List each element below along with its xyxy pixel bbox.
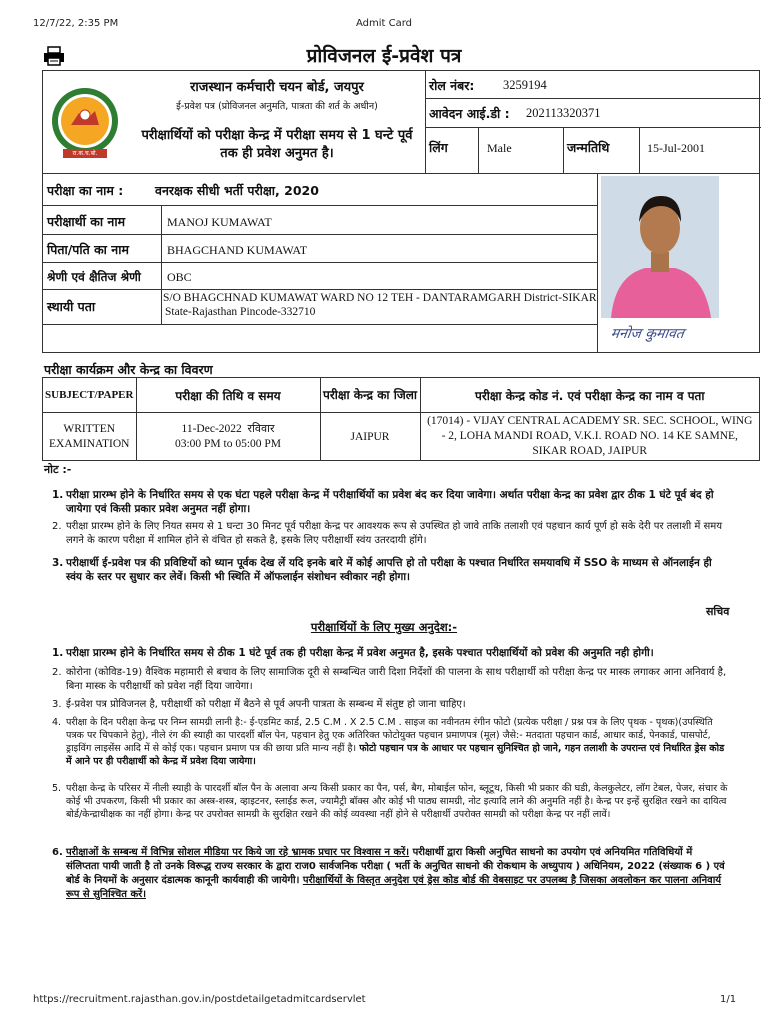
entry-notice: परीक्षार्थियों को परीक्षा केन्द्र में परीक्षा समय से 1 घन्टे पूर्व तक ही प्रवेश अनुमत है।	[141, 128, 413, 161]
board-name: राजस्थान कर्मचारी चयन बोर्ड, जयपुर	[190, 80, 364, 95]
instruction-item: 6. परीक्षाओं के सम्बन्ध में विभिन्न सोशल मीडिया पर किये जा रहे भ्रामक प्रचार पर विश्वास न करें। परीक्षार्थी द्वारा किसी अनुचित साधनो का उपयोग एवं अनियमित गतिविधियों में संलिप्तता पायी जाती है तो उनके विरूद्ध राज्य सरकार के द्वारा राज0 सार्वजनिक परीक्षा ( भर्ती के अनुचित साधनो की रोकथाम के अध्युपाय ) अधिनियम, 2022 (संख्याक 6 ) एवं बोर्ड के नियमों के अनुसार दंडात्मक कानूनी कार्यवाही की जायेगी। परीक्षार्थियों के विस्तृत अनुदेश एवं ड्रेस कोड बोर्ड की वेबसाइट पर उपलब्ध है जिसका अवलोकन कर पालना अनिवार्य रूप से सुनिश्चित करें।	[52, 847, 725, 900]
roll-number: 3259194	[503, 78, 547, 92]
col-center: परीक्षा केन्द्र कोड नं. एवं परीक्षा केन्द्र का नाम व पता	[420, 378, 760, 413]
gender-label: लिंग	[429, 140, 448, 155]
print-page-title: Admit Card	[355, 18, 413, 29]
dob-label: जन्मतिथि	[567, 140, 610, 155]
print-url: https://recruitment.rajasthan.gov.in/postdetailgetadmitcardservlet	[33, 994, 366, 1005]
instructions-heading: परीक्षार्थियों के लिए मुख्य अनुदेश:-	[310, 620, 458, 634]
exam-date: 11-Dec-2022	[181, 423, 242, 435]
application-id: 202113320371	[526, 106, 601, 120]
instruction-item: 4. परीक्षा के दिन परीक्षा केन्द्र पर निम्न सामग्री लानी है:- ई-एडमिट कार्ड, 2.5 C.M . X 2.5 C.M . साइज का नवीनतम रंगीन फोटो (प्रत्येक परीक्षा / प्रश्न पत्र के लिए पृथक - पृथक)(उपस्थिति पत्रक पर चिपकाने हेतु), नीले रंग की स्याही का पारदर्शी बॉल पेन, पहचान हेतु एक अतिरिक्त फोटोयुक्त पहचान प्रमाणपत्र (मूल) जैसे:- मतदाता पहचान कार्ड, आधार कार्ड, पेनकार्ड, पासपोर्ट, ड्राइविंग लाइसेंस आदि में से कोई एक। पहचान प्रमाण पत्र की छाया प्रति मान्य नहीं है। फोटो पहचान पत्र के आधार पर पहचान सुनिश्चित हो जाने, गहन तलाशी के उपरान्त एवं निर्धारित ड्रेस कोड में आने पर ही परीक्षार्थी को केन्द्र में प्रवेश दिया जायेगा।	[52, 717, 725, 767]
schedule-table	[42, 377, 760, 461]
category-label: श्रेणी एवं क्षैतिज श्रेणी	[47, 270, 141, 284]
cell-date	[136, 413, 320, 461]
cell-subject: WRITTEN EXAMINATION	[43, 413, 137, 461]
header-block	[42, 70, 760, 174]
exam-time: 03:00 PM to 05:00 PM	[174, 438, 282, 450]
dob-value: 15-Jul-2001	[647, 141, 705, 155]
application-id-label: आवेदन आई.डी :	[429, 106, 510, 121]
print-page-count: 1/1	[720, 994, 737, 1005]
instruction-item: 1. परीक्षा प्रारम्भ होने के निर्धारित समय से ठीक 1 घंटे पूर्व तक ही परीक्षा केन्द्र में प्रवेश अनुमत है, इसके पश्चात परीक्षार्थियों को प्रवेश की अनुमति नही होगी।	[52, 647, 654, 659]
cell-center: (17014) - VIJAY CENTRAL ACADEMY SR. SEC. SCHOOL, WING - 2, LOHA MANDI ROAD, V.K.I. ROAD NO. 14 KE SAMNE, SIKAR ROAD, JAIPUR	[420, 413, 760, 461]
candidate-name: MANOJ KUMAWAT	[167, 215, 272, 229]
instruction-item: 3. ई-प्रवेश पत्र प्रोविजनल है, परीक्षार्थी को परीक्षा में बैठने से पूर्व अपनी पात्रता के सम्बन्ध में संतुष्ट हो जाना चाहिए।	[52, 699, 466, 710]
father-name-label: पिता/पति का नाम	[47, 242, 129, 257]
candidate-signature: मनोज कुमावत	[609, 326, 685, 342]
note-item: 3. परीक्षार्थी ई-प्रवेश पत्र की प्रविष्टियों को ध्यान पूर्वक देख लें यदि इनके बारे में कोई आपत्ति हो तो परीक्षा के पश्चात निर्धारित समयावधि में SSO के माध्यम से ऑनलाईन ही स्वंय के स्तर पर सुधार कर लेवें। किसी भी स्थिति में ऑफलाईन संशोधन स्वीकार नही होगा।	[52, 557, 712, 583]
photo-id-instruction: फोटो पहचान पत्र के आधार पर पहचान सुनिश्चित हो जाने, गहन तलाशी के उपरान्त एवं निर्धारित ड्रेस कोड में आने पर ही परीक्षार्थी को केन्द्र में प्रवेश दिया जायेगा।	[66, 743, 725, 767]
candidate-details	[42, 174, 760, 353]
candidate-photo	[601, 176, 719, 318]
print-datetime: 12/7/22, 2:35 PM	[33, 18, 119, 29]
exam-name: वनरक्षक सीधी भर्ती परीक्षा, 2020	[155, 183, 319, 198]
roll-label: रोल नंबर:	[429, 78, 475, 93]
cell-district: JAIPUR	[320, 413, 420, 461]
col-date: परीक्षा की तिथि व समय	[136, 378, 320, 413]
board-subtitle: ई-प्रवेश पत्र (प्रोविजनल अनुमति, पात्रता की शर्त के अधीन)	[176, 101, 378, 112]
note-item: 1. परीक्षा प्रारम्भ होने के निर्धारित समय से एक घंटा पहले परीक्षा केन्द्र में परीक्षार्थियों का प्रवेश बंद कर दिया जावेगा। अर्थात परीक्षा केन्द्र का प्रवेश द्वार ठीक 1 घंटे पूर्व बंद हो जायेगा एवं किसी प्रकार प्रवेश अनुमत नहीं होगा।	[52, 489, 714, 515]
instruction-item: 5. परीक्षा केन्द्र के परिसर में नीली स्याही के पारदर्शी बॉल पैन के अलावा अन्य किसी प्रकार का पैन, पर्स, बैग, मोबाईल फोन, ब्लूटूथ, किसी भी प्रकार की घडी, केलकुलेटर, लॉग टेबल, पेजर, संचार के कोई भी उपकरण, किसी भी प्रकार का अस्त्र-शस्त्र, व्हाइटनर, स्लाईड रूल, ज्यामैट्री बॉक्स और कोई भी पाठ्य सामग्री, नोट इत्यादि लाने की अनुमति नहीं है। केन्द्र पर इन्हें सुरक्षित रखने का दायित्व बोर्ड/केन्द्राधीक्षक का नहीं होगा। केन्द्र पर उपरोक्त सामग्री के सुरक्षित रखने की कोई व्यवस्था नहीं होने से परीक्षार्थी उपरोक्त सामग्री को परीक्षा केन्द्र पर नहीं लावें।	[52, 783, 728, 820]
exam-day: रविवार	[247, 422, 275, 435]
address-value: S/O BHAGCHNAD KUMAWAT WARD NO 12 TEH - DANTARAMGARH District-SIKAR State-Rajasthan Pincode-332710	[163, 292, 597, 318]
col-district: परीक्षा केन्द्र का जिला	[320, 378, 420, 413]
logo-caption: रा.क.च.बो.	[72, 150, 98, 157]
gender-value: Male	[487, 141, 512, 155]
notes-label: नोट :-	[44, 463, 72, 476]
secretary-label: सचिव	[706, 605, 730, 618]
page-title: प्रोविजनल ई-प्रवेश पत्र	[306, 45, 462, 67]
instruction-item: 2. कोरोना (कोविड-19) वैश्विक महामारी से बचाव के लिए सामाजिक दूरी से सम्बन्धित जारी दिशा निर्देशों की पालना के साथ परीक्षार्थी को परीक्षा केन्द्र पर मास्क लगाकर आना अनिवार्य है, बिना मास्क के परीक्षार्थी को प्रवेश नहीं दिया जायेगा।	[52, 667, 727, 692]
category-value: OBC	[167, 270, 192, 284]
father-name: BHAGCHAND KUMAWAT	[167, 243, 308, 257]
exam-name-label: परीक्षा का नाम :	[47, 183, 124, 198]
candidate-name-label: परीक्षार्थी का नाम	[47, 214, 126, 229]
address-label: स्थायी पता	[47, 299, 96, 314]
schedule-heading: परीक्षा कार्यक्रम और केन्द्र का विवरण	[44, 362, 213, 377]
col-subject: SUBJECT/PAPER	[43, 378, 137, 413]
note-item: 2. परीक्षा प्रारम्भ होने के लिए नियत समय से 1 घन्टा 30 मिनट पूर्व परीक्षा केन्द्र पर आवश्यक रूप से उपस्थित हो जावे ताकि तलाशी एवं पहचान कार्य पूर्ण हो सके देरी पर तलाशी में समय लगने के कारण परीक्षा में शामिल होने से वंचित हो सकते है, इसके लिए परीक्षार्थी स्वंय उतरदायी होंगे।	[52, 521, 723, 546]
